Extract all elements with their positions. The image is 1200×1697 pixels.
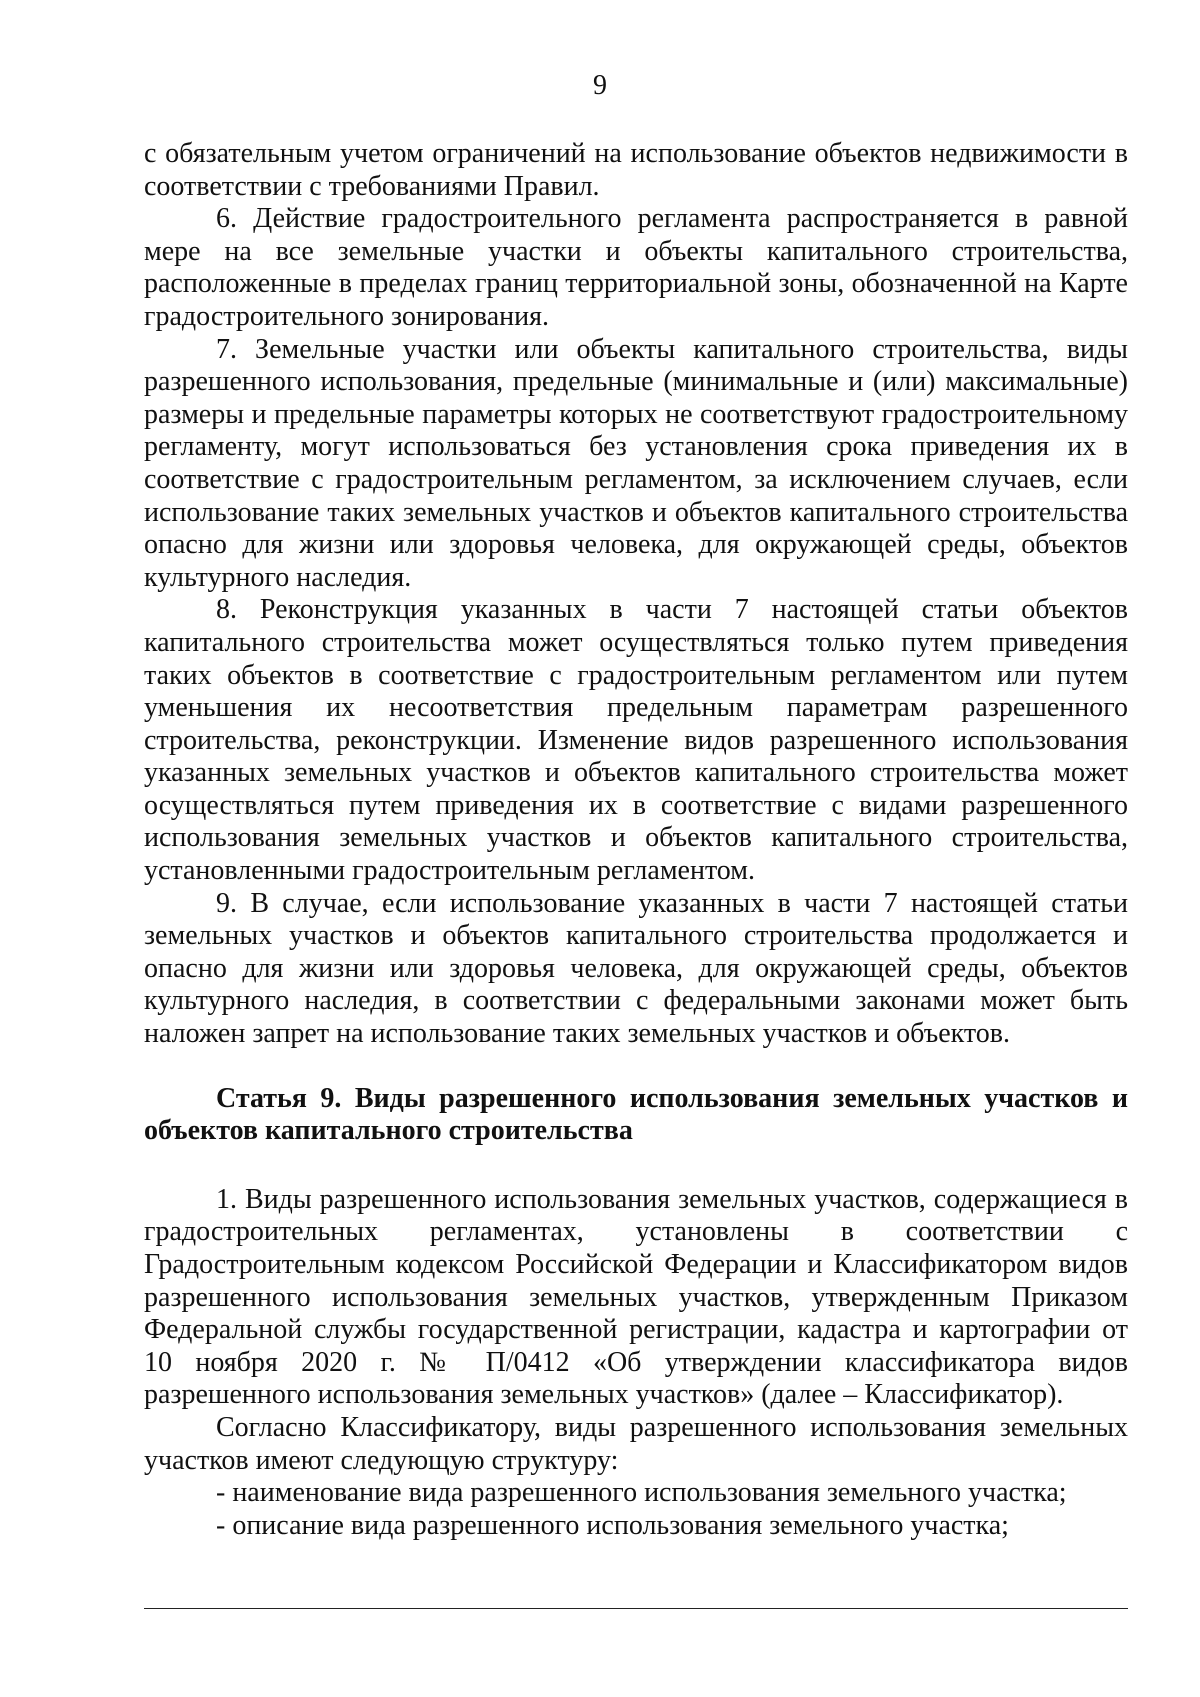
page-number: 9 [593, 70, 607, 101]
structure-list-item: - наименование вида разрешенного использования земельного участка; [216, 1477, 1067, 1509]
document-body [144, 138, 1128, 1542]
paragraph-7: 7. Земельные участки или объекты капитального строительства, виды разрешенного использования, предельные (минимальные и (или) максимальные) размеры и предельные параметры которых не соответствуют градостроительному регламенту, могут использоваться без установления срока приведения их в соответствие с градостроительным регламентом, за исключением случаев, если использование таких земельных участков и объектов капитального строительства опасно для жизни или здоровья человека, для окружающей среды, объектов культурного наследия. [144, 333, 1128, 593]
paragraph-8: 8. Реконструкция указанных в части 7 настоящей статьи объектов капитального строительства может осуществляться только путем приведения таких объектов в соответствие с градостроительным регламентом или путем уменьшения их несоответствия предельным параметрам разрешенного строительства, реконструкции. Изменение видов разрешенного использования указанных земельных участков и объектов капитального строительства может осуществляться путем приведения их в соответствие с видами разрешенного использования земельных участков и объектов капитального строительства, установленными градостроительным регламентом. [144, 594, 1128, 887]
paragraph-9: 9. В случае, если использование указанных в части 7 настоящей статьи земельных участков и объектов капитального строительства продолжается и опасно для жизни или здоровья человека, для окружающей среды, объектов культурного наследия, в соответствии с федеральными законами может быть наложен запрет на использование таких земельных участков и объектов. [144, 887, 1128, 1050]
footer-divider [144, 1608, 1128, 1609]
paragraph-6: 6. Действие градостроительного регламента распространяется в равной мере на все земельные участки и объекты капитального строительства, расположенные в пределах границ территориальной зоны, обозначенной на Карте градостроительного зонирования. [144, 203, 1128, 332]
article-paragraph-1: 1. Виды разрешенного использования земельных участков, содержащиеся в градостроительных регламентах, установлены в соответствии с Градостроительным кодексом Российской Федерации и Классификатором видов разрешенного использования земельных участков, утвержденным Приказом Федеральной службы государственной регистрации, кадастра и картографии от 10 ноября 2020 г. № П/0412 «Об утверждении классификатора видов разрешенного использования земельных участков» (далее – Классификатор). [144, 1183, 1128, 1411]
article-paragraph-2: Согласно Классификатору, виды разрешенного использования земельных участков имеют следующую структуру: [144, 1411, 1128, 1476]
article-heading: Статья 9. Виды разрешенного использования земельных участков и объектов капитального строительства [144, 1082, 1128, 1147]
paragraph-intro: с обязательным учетом ограничений на использование объектов недвижимости в соответствии с требованиями Правил. [144, 138, 1128, 202]
structure-list-item: - описание вида разрешенного использования земельного участка; [216, 1509, 1009, 1541]
